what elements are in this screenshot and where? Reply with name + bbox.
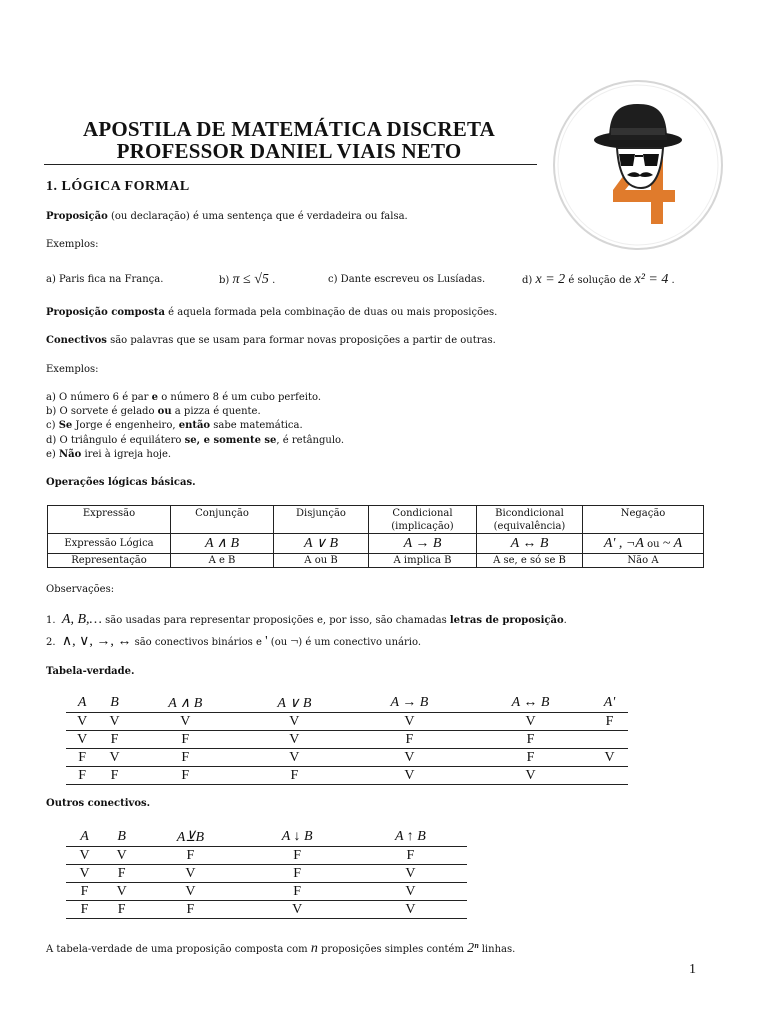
table-row: Expressão Lógica A ∧ B A ∨ B A → B A ↔ B A' , ¬A ou ~ A — [48, 534, 704, 554]
table-row: V F V F V — [66, 865, 467, 883]
connectives-definition — [46, 335, 496, 346]
table-row: V V V V V V F — [66, 713, 628, 731]
table-row: Expressão Conjunção Disjunção Condicional (implicação) Bicondicional (equivalência) Negação — [48, 506, 704, 534]
connective-examples-list — [46, 391, 344, 462]
term-conectivos: Conectivos — [46, 335, 107, 346]
list-item: d) O triângulo é equilátero se, e somente se, é retângulo. — [46, 434, 345, 446]
table-row: F F F V V — [66, 901, 467, 919]
title-rule — [44, 164, 537, 165]
table-row: Representação A e B A ou B A implica B A se, e só se B Não A — [48, 554, 704, 568]
table-row: F V V F V — [66, 883, 467, 901]
table-row: V V F F F — [66, 847, 467, 865]
example-b-label: b) — [219, 275, 230, 286]
example-c: c) Dante escreveu os Lusíadas. — [328, 274, 486, 285]
example-d-label: d) — [522, 275, 533, 286]
professor-logo-icon — [551, 78, 725, 252]
example-b-end: . — [268, 275, 276, 286]
document-subtitle: PROFESSOR DANIEL VIAIS NETO — [116, 139, 462, 163]
table-row: V F F V F F — [66, 731, 628, 749]
page-number: 1 — [689, 962, 696, 977]
examples-label-2: Exemplos: — [46, 364, 99, 375]
svg-text:4: 4 — [639, 206, 640, 207]
list-item: c) Se Jorge é engenheiro, então sabe matemática. — [46, 420, 303, 432]
other-connectives-heading: Outros conectivos. — [46, 798, 151, 809]
examples-label: Exemplos: — [46, 239, 99, 250]
section-heading: 1. LÓGICA FORMAL — [46, 179, 190, 194]
table-row: F V F V V F V — [66, 749, 628, 767]
observation-1: 1. A, B,… são usadas para representar proposições e, por isso, são chamadas letras de proposição. — [46, 612, 567, 627]
term-composta: Proposição composta — [46, 307, 165, 318]
list-item: b) O sorvete é gelado ou a pizza é quente. — [46, 406, 261, 418]
example-d — [522, 272, 675, 288]
example-d-math1: x = 2 — [535, 272, 566, 287]
example-a: a) Paris fica na França. — [46, 274, 164, 285]
list-item: e) Não irei à igreja hoje. — [46, 448, 172, 460]
example-d-mid: é solução de — [565, 275, 635, 286]
other-connectives-table — [66, 828, 467, 919]
table-row: F F F F V V — [66, 767, 628, 785]
connectives-text: são palavras que se usam para formar novas proposições a partir de outras. — [106, 335, 496, 346]
example-d-math2: x² = 4 — [634, 272, 669, 287]
example-d-end: . — [668, 275, 675, 286]
operations-table — [47, 505, 704, 568]
example-b-math: π ≤ √5 — [232, 272, 269, 287]
table-header-row: A B A⊻B A ↓ B A ↑ B — [66, 828, 467, 847]
operations-heading: Operações lógicas básicas. — [46, 477, 196, 488]
table-header-row: A B A ∧ B A ∨ B A → B A ↔ B A' — [66, 694, 628, 713]
truth-table-heading: Tabela-verdade. — [46, 666, 135, 677]
definition-text: (ou declaração) é uma sentença que é verdadeira ou falsa. — [107, 211, 408, 222]
compound-text: é aquela formada pela combinação de duas ou mais proposições. — [165, 307, 498, 318]
observations-heading: Observações: — [46, 584, 115, 595]
list-item: a) O número 6 é par e o número 8 é um cubo perfeito. — [46, 392, 321, 403]
compound-definition — [46, 307, 497, 318]
document-title: APOSTILA DE MATEMÁTICA DISCRETA — [82, 117, 496, 141]
closing-statement: A tabela-verdade de uma proposição composta com n proposições simples contém 2ⁿ linhas. — [46, 941, 516, 956]
observation-2: 2. ∧, ∨, →, ↔ são conectivos binários e ' (ou ¬) é um conectivo unário. — [46, 634, 422, 649]
term-proposicao: Proposição — [46, 211, 108, 222]
proposition-definition — [46, 211, 408, 222]
truth-table — [66, 694, 628, 785]
example-b — [219, 272, 275, 288]
